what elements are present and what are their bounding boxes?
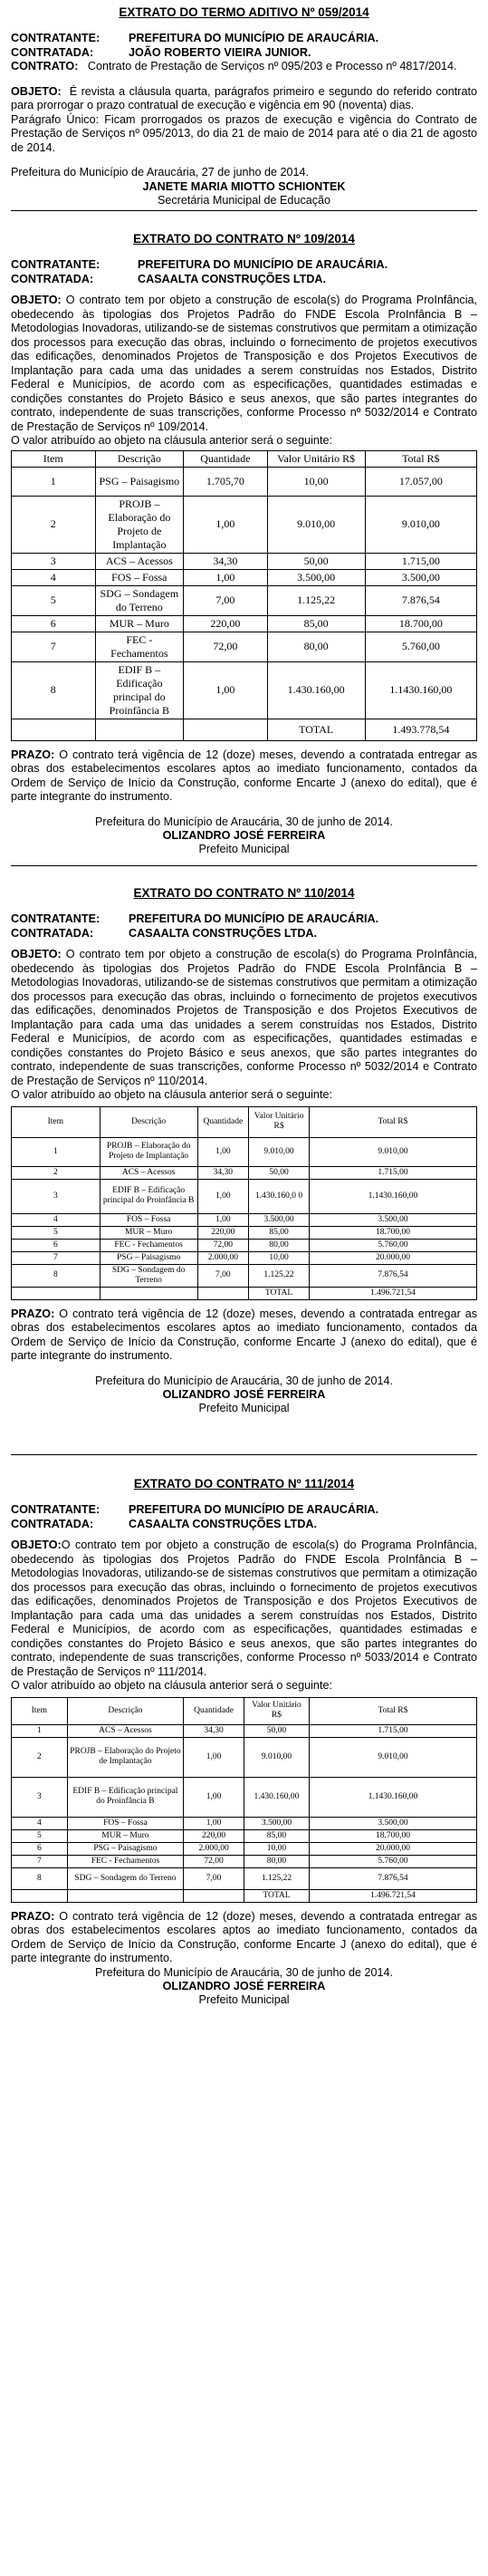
table-row: [12, 1737, 477, 1777]
table-cell: 2: [12, 1737, 68, 1777]
total-value: 1.496.721,54: [309, 1287, 476, 1299]
aditivo-contratada: CONTRATADA: JOÃO ROBERTO VIEIRA JUNIOR.: [11, 45, 311, 59]
c111-contratada: CONTRATADA: CASAALTA CONSTRUÇÕES LTDA.: [11, 1517, 318, 1530]
table-cell: 18.700,00: [309, 1226, 476, 1239]
table-cell: FOS – Fossa: [67, 1817, 184, 1829]
table-row: [12, 1137, 477, 1166]
table-cell: 8: [12, 1867, 68, 1889]
total-value: 1.493.778,54: [365, 719, 476, 740]
c110-title: EXTRATO DO CONTRATO Nº 110/2014: [133, 886, 355, 900]
divider: [11, 1454, 477, 1455]
c110-contratante: CONTRATANTE: PREFEITURA DO MUNICÍPIO DE ARAUCÁRIA.: [11, 912, 379, 925]
header-cell: Quantidade: [197, 1106, 249, 1137]
table-cell: 1.1430.160,00: [309, 1179, 476, 1213]
table-cell: 9.010,00: [309, 1137, 476, 1166]
table-cell: 80,00: [244, 1855, 309, 1867]
total-label: TOTAL: [267, 719, 365, 740]
table-row: [12, 467, 477, 496]
table-cell: 5.760,00: [365, 632, 476, 661]
table-cell: 220,00: [184, 1829, 244, 1842]
table-cell: 17.057,00: [365, 467, 476, 496]
table-cell: 4: [12, 1817, 68, 1829]
table-cell: 20.000,00: [309, 1251, 476, 1264]
table-cell: 50,00: [249, 1166, 310, 1179]
header-cell: Total R$: [309, 1106, 476, 1137]
table-cell: 1,00: [197, 1137, 249, 1166]
table-row: [12, 1867, 477, 1889]
table-cell: 1.715,00: [365, 553, 476, 569]
table-cell: 3.500,00: [267, 569, 365, 585]
table-cell: 8: [12, 1264, 100, 1287]
table-row: [12, 1251, 477, 1264]
c110-valor-intro: O valor atribuído ao objeto na cláusula anterior será o seguinte:: [11, 1088, 332, 1101]
table-cell: 9.010,00: [244, 1737, 309, 1777]
table-cell: 6: [12, 1842, 68, 1855]
header-cell: Total R$: [309, 1697, 476, 1724]
header-cell: Item: [12, 450, 96, 467]
table-cell: 10,00: [244, 1842, 309, 1855]
c109-title: EXTRATO DO CONTRATO Nº 109/2014: [133, 232, 355, 246]
table-cell: 85,00: [249, 1226, 310, 1239]
table-row: [12, 615, 477, 632]
table-row: [12, 1264, 477, 1287]
table-header-row: [12, 1106, 477, 1137]
c110-signatario: OLIZANDRO JOSÉ FERREIRA: [162, 1387, 326, 1401]
table-cell: 1.715,00: [309, 1724, 476, 1737]
table-cell: 72,00: [197, 1239, 249, 1251]
c110-objeto: OBJETO: O contrato tem por objeto a construção de escola(s) do Programa ProInfância, obedecendo às tipologias dos Projetos Padrão do FNDE Escola ProInfância B – Metodologias Inovadoras, utilizando-se de sistemas construtivos que permitam a otimização dos processos para execução das obras, incluindo o fornecimento de projetos executivos das edificações, denominados Projetos de Transposição e dos Projetos Executivos de Implantação para cada uma das unidades a serem construídas nos Estados, Distrito Federal e Municípios, de acordo com as especificações, quantidades estimadas e condições constantes do Projeto Básico e seus anexos, que são partes integrantes do contrato, independente de suas transcrições, conforme Processo nº 5032/2014 e Contrato de Prestação de Serviços nº 110/2014.: [11, 948, 478, 1087]
table-total-row: [12, 719, 477, 740]
header-cell: Descrição: [100, 1106, 197, 1137]
aditivo-local-data: Prefeitura do Município de Araucária, 27 de junho de 2014.: [11, 166, 310, 178]
table-cell: 9.010,00: [249, 1137, 310, 1166]
c110-section: [11, 886, 477, 1415]
table-cell: 85,00: [244, 1829, 309, 1842]
table-cell: 1,00: [184, 1777, 244, 1817]
table-row: [12, 496, 477, 553]
table-row: [12, 585, 477, 615]
table-cell: 34,30: [184, 1724, 244, 1737]
table-cell: EDIF B – Edificação principal do Proinfância B: [95, 661, 184, 719]
table-cell: MUR – Muro: [67, 1829, 184, 1842]
table-cell: 7.876,54: [365, 585, 476, 615]
table-cell: 7: [12, 1251, 100, 1264]
total-label: TOTAL: [249, 1287, 310, 1299]
aditivo-signatario: JANETE MARIA MIOTTO SCHIONTEK: [142, 179, 346, 193]
table-cell: 1: [12, 1137, 100, 1166]
table-cell: 7.876,54: [309, 1867, 476, 1889]
table-cell: 1.125,22: [267, 585, 365, 615]
header-cell: Descrição: [67, 1697, 184, 1724]
c111-contratante: CONTRATANTE: PREFEITURA DO MUNICÍPIO DE ARAUCÁRIA.: [11, 1503, 379, 1516]
table-cell: 6: [12, 615, 96, 632]
aditivo-contratante: CONTRATANTE: PREFEITURA DO MUNICÍPIO DE ARAUCÁRIA.: [11, 32, 379, 44]
c110-local-data: Prefeitura do Município de Araucária, 30 de junho de 2014.: [94, 1374, 394, 1387]
table-cell: 1: [12, 1724, 68, 1737]
c109-section: [11, 232, 477, 856]
table-cell: 7,00: [184, 585, 268, 615]
c110-prazo: PRAZO: O contrato terá vigência de 12 (doze) meses, devendo a contratada entregar as obras dos estabelecimentos escolares aptos ao imediato funcionamento, contados da Ordem de Serviço de Início da Construção, conforme Encarte J (anexo do edital), que é parte integrante do instrumento.: [11, 1307, 477, 1362]
table-cell: 2: [12, 1166, 100, 1179]
divider: [11, 210, 477, 211]
table-cell: 3.500,00: [249, 1213, 310, 1226]
table-cell: 50,00: [267, 553, 365, 569]
c109-table: [11, 450, 477, 741]
aditivo-paragrafo: Parágrafo Único: Ficam prorrogados os prazos de execução e vigência do Contrato de Prestação de Serviços nº 095/2013, do dia 21 de maio de 2014 para até o dia 21 de agosto de 2014.: [11, 112, 477, 154]
table-cell: PSG – Paisagismo: [100, 1251, 197, 1264]
table-cell: 3.500,00: [309, 1817, 476, 1829]
total-label: TOTAL: [244, 1889, 309, 1902]
table-cell: 1.430.160,00: [267, 661, 365, 719]
c111-section: [11, 1477, 477, 2007]
table-cell: PSG – Paisagismo: [95, 467, 184, 496]
table-cell: 7,00: [184, 1867, 244, 1889]
table-header-row: [12, 450, 477, 467]
table-cell: 1.715,00: [309, 1166, 476, 1179]
table-cell: 18.700,00: [365, 615, 476, 632]
table-cell: 4: [12, 1213, 100, 1226]
table-cell: SDG – Sondagem do Terreno: [100, 1264, 197, 1287]
table-cell: 1,00: [184, 496, 268, 553]
table-cell: 3: [12, 1179, 100, 1213]
table-row: [12, 569, 477, 585]
c109-contratada: CONTRATADA: CASAALTA CONSTRUÇÕES LTDA.: [11, 272, 327, 285]
total-value: 1.496.721,54: [309, 1889, 476, 1902]
table-cell: PROJB – Elaboração do Projeto de Implantação: [100, 1137, 197, 1166]
table-cell: EDIF B – Edificação principal do Proinfância B: [100, 1179, 197, 1213]
table-cell: 2: [12, 496, 96, 553]
table-cell: MUR – Muro: [100, 1226, 197, 1239]
table-cell: 1.430.160,00: [244, 1777, 309, 1817]
table-row: [12, 632, 477, 661]
c111-local-data: Prefeitura do Município de Araucária, 30 de junho de 2014.: [94, 1965, 394, 1979]
table-cell: 1: [12, 467, 96, 496]
table-cell: 7: [12, 632, 96, 661]
header-cell: Quantidade: [184, 450, 268, 467]
table-row: [12, 1829, 477, 1842]
table-cell: 20.000,00: [309, 1842, 476, 1855]
table-cell: 6: [12, 1239, 100, 1251]
table-cell: 80,00: [267, 632, 365, 661]
table-cell: 1,00: [197, 1213, 249, 1226]
c111-prazo: PRAZO: O contrato terá vigência de 12 (doze) meses, devendo a contratada entregar as obras dos estabelecimentos escolares aptos ao imediato funcionamento, contados da Ordem de Serviço de Início da Construção, conforme Encarte J (anexo do edital), que é parte integrante do instrumento.: [11, 1909, 477, 1964]
table-row: [12, 661, 477, 719]
table-cell: 9.010,00: [365, 496, 476, 553]
table-cell: 10,00: [267, 467, 365, 496]
aditivo-contrato: CONTRATO: Contrato de Prestação de Serviços nº 095/203 e Processo nº 4817/2014.: [11, 60, 457, 72]
header-cell: Valor Unitário R$: [249, 1106, 310, 1137]
table-cell: 1.125,22: [244, 1867, 309, 1889]
c109-prazo: PRAZO: O contrato terá vigência de 12 (doze) meses, devendo a contratada entregar as obras dos estabelecimentos escolares aptos ao imediato funcionamento, contados da Ordem de Serviço de Início da Construção, conforme Encarte J (anexo do edital), que é parte integrante do instrumento.: [11, 748, 477, 803]
header-cell: Valor Unitário R$: [244, 1697, 309, 1724]
table-row: [12, 1842, 477, 1855]
c109-objeto: OBJETO: O contrato tem por objeto a construção de escola(s) do Programa ProInfância, obedecendo às tipologias dos Projetos Padrão do FNDE Escola ProInfância B – Metodologias Inovadoras, utilizando-se de sistemas construtivos que permitam a otimização dos processos para execução das obras, incluindo o fornecimento de projetos executivos das edificações, denominados Projetos de Transposição e dos Projetos Executivos de Implantação para cada uma das unidades a serem construídas nos Estados, Distrito Federal e Municípios, de acordo com as especificações, quantidades estimadas e condições constantes do Projeto Básico e seus anexos, que são partes integrantes do contrato, independente de suas transcrições, conforme Processo nº 5032/2014 e Contrato de Prestação de Serviços nº 109/2014.: [11, 294, 478, 433]
table-cell: PROJB – Elaboração do Projeto de Implantação: [95, 496, 184, 553]
table-cell: 5: [12, 1226, 100, 1239]
c109-contratante: CONTRATANTE: PREFEITURA DO MUNICÍPIO DE ARAUCÁRIA.: [11, 258, 388, 271]
table-cell: 220,00: [197, 1226, 249, 1239]
table-cell: 3: [12, 1777, 68, 1817]
table-cell: 4: [12, 569, 96, 585]
table-cell: ACS – Acessos: [67, 1724, 184, 1737]
table-cell: 3: [12, 553, 96, 569]
aditivo-title: EXTRATO DO TERMO ADITIVO Nº 059/2014: [119, 5, 369, 19]
table-row: [12, 1166, 477, 1179]
c111-title: EXTRATO DO CONTRATO Nº 111/2014: [133, 1477, 355, 1491]
table-cell: 2.000,00: [197, 1251, 249, 1264]
aditivo-objeto: OBJETO: É revista a cláusula quarta, parágrafos primeiro e segundo do referido contrato para prorrogar o prazo contratual de execução e vigência em 90 (noventa) dias.: [11, 84, 478, 111]
table-cell: 9.010,00: [267, 496, 365, 553]
table-cell: 7.876,54: [309, 1264, 476, 1287]
table-cell: 34,30: [197, 1166, 249, 1179]
table-cell: 7,00: [197, 1264, 249, 1287]
table-cell: 1,00: [184, 661, 268, 719]
table-cell: MUR – Muro: [95, 615, 184, 632]
table-cell: 8: [12, 661, 96, 719]
table-cell: 2.000,00: [184, 1842, 244, 1855]
table-cell: 1.430.160,0 0: [249, 1179, 310, 1213]
table-cell: 5: [12, 1829, 68, 1842]
header-cell: Valor Unitário R$: [267, 450, 365, 467]
c111-valor-intro: O valor atribuído ao objeto na cláusula anterior será o seguinte:: [11, 1679, 332, 1692]
table-cell: FEC - Fechamentos: [95, 632, 184, 661]
table-cell: SDG – Sondagem do Terreno: [67, 1867, 184, 1889]
header-cell: Total R$: [365, 450, 476, 467]
c110-cargo: Prefeito Municipal: [198, 1401, 290, 1414]
table-row: [12, 1179, 477, 1213]
table-cell: 5.760,00: [309, 1239, 476, 1251]
c110-table: [11, 1106, 477, 1300]
c111-cargo: Prefeito Municipal: [198, 1993, 290, 2006]
table-cell: PSG – Paisagismo: [67, 1842, 184, 1855]
table-cell: EDIF B – Edificação principal do Proinfância B: [67, 1777, 184, 1817]
table-cell: SDG – Sondagem do Terreno: [95, 585, 184, 615]
c109-signatario: OLIZANDRO JOSÉ FERREIRA: [162, 828, 326, 842]
table-cell: 72,00: [184, 1855, 244, 1867]
table-cell: 10,00: [249, 1251, 310, 1264]
table-cell: 1.1430.160,00: [309, 1777, 476, 1817]
c111-signatario: OLIZANDRO JOSÉ FERREIRA: [162, 1980, 326, 1992]
table-row: [12, 1239, 477, 1251]
table-row: [12, 553, 477, 569]
table-cell: 3.500,00: [244, 1817, 309, 1829]
table-row: [12, 1817, 477, 1829]
table-cell: 18.700,00: [309, 1829, 476, 1842]
table-cell: 1,00: [197, 1179, 249, 1213]
table-cell: 1.1430.160,00: [365, 661, 476, 719]
table-cell: 1.705,70: [184, 467, 268, 496]
table-cell: 1,00: [184, 569, 268, 585]
header-cell: Descrição: [95, 450, 184, 467]
table-cell: 3.500,00: [309, 1213, 476, 1226]
table-total-row: [12, 1287, 477, 1299]
table-cell: 220,00: [184, 615, 268, 632]
table-row: [12, 1855, 477, 1867]
table-cell: 7: [12, 1855, 68, 1867]
aditivo-section: [11, 5, 477, 207]
table-cell: FOS – Fossa: [100, 1213, 197, 1226]
table-header-row: [12, 1697, 477, 1724]
c111-objeto: OBJETO:O contrato tem por objeto a construção de escola(s) do Programa ProInfância, obedecendo às tipologias dos Projetos Padrão do FNDE Escola ProInfância B – Metodologias Inovadoras, utilizando-se de sistemas construtivos que permitam a otimização dos processos para execução das obras, incluindo o fornecimento de projetos executivos das edificações, denominados Projetos de Transposição e dos Projetos Executivos de Implantação para cada uma das unidades a serem construídas nos Estados, Distrito Federal e Municípios, de acordo com as especificações, quantidades estimadas e condições constantes do Projeto Básico e seus anexos, que são partes integrantes do contrato, independente de suas transcrições, conforme Processo nº 5033/2014 e Contrato de Prestação de Serviços nº 111/2014.: [11, 1539, 477, 1678]
table-cell: ACS – Acessos: [95, 553, 184, 569]
table-cell: 5: [12, 585, 96, 615]
table-cell: 3.500,00: [365, 569, 476, 585]
table-total-row: [12, 1889, 477, 1902]
header-cell: Item: [12, 1106, 100, 1137]
table-cell: 1.125,22: [249, 1264, 310, 1287]
divider: [11, 865, 477, 866]
table-cell: FOS – Fossa: [95, 569, 184, 585]
c110-contratada: CONTRATADA: CASAALTA CONSTRUÇÕES LTDA.: [11, 926, 318, 940]
c109-local-data: Prefeitura do Município de Araucária, 30 de junho de 2014.: [94, 815, 394, 828]
table-cell: 34,30: [184, 553, 268, 569]
table-row: [12, 1213, 477, 1226]
c109-cargo: Prefeito Municipal: [198, 842, 290, 855]
table-cell: 80,00: [249, 1239, 310, 1251]
table-cell: FEC - Fechamentos: [67, 1855, 184, 1867]
table-cell: 1,00: [184, 1817, 244, 1829]
table-cell: 85,00: [267, 615, 365, 632]
table-cell: 50,00: [244, 1724, 309, 1737]
c109-valor-intro: O valor atribuído ao objeto na cláusula anterior será o seguinte:: [11, 434, 332, 447]
table-cell: 1,00: [184, 1737, 244, 1777]
table-row: [12, 1724, 477, 1737]
c111-table: [11, 1697, 477, 1903]
table-cell: 72,00: [184, 632, 268, 661]
table-row: [12, 1777, 477, 1817]
table-cell: ACS – Acessos: [100, 1166, 197, 1179]
header-cell: Quantidade: [184, 1697, 244, 1724]
table-cell: 9.010,00: [309, 1737, 476, 1777]
table-cell: FEC - Fechamentos: [100, 1239, 197, 1251]
table-cell: PROJB – Elaboração do Projeto de Implantação: [67, 1737, 184, 1777]
table-cell: 5.760,00: [309, 1855, 476, 1867]
header-cell: Item: [12, 1697, 68, 1724]
table-row: [12, 1226, 477, 1239]
aditivo-cargo: Secretária Municipal de Educação: [157, 193, 331, 207]
